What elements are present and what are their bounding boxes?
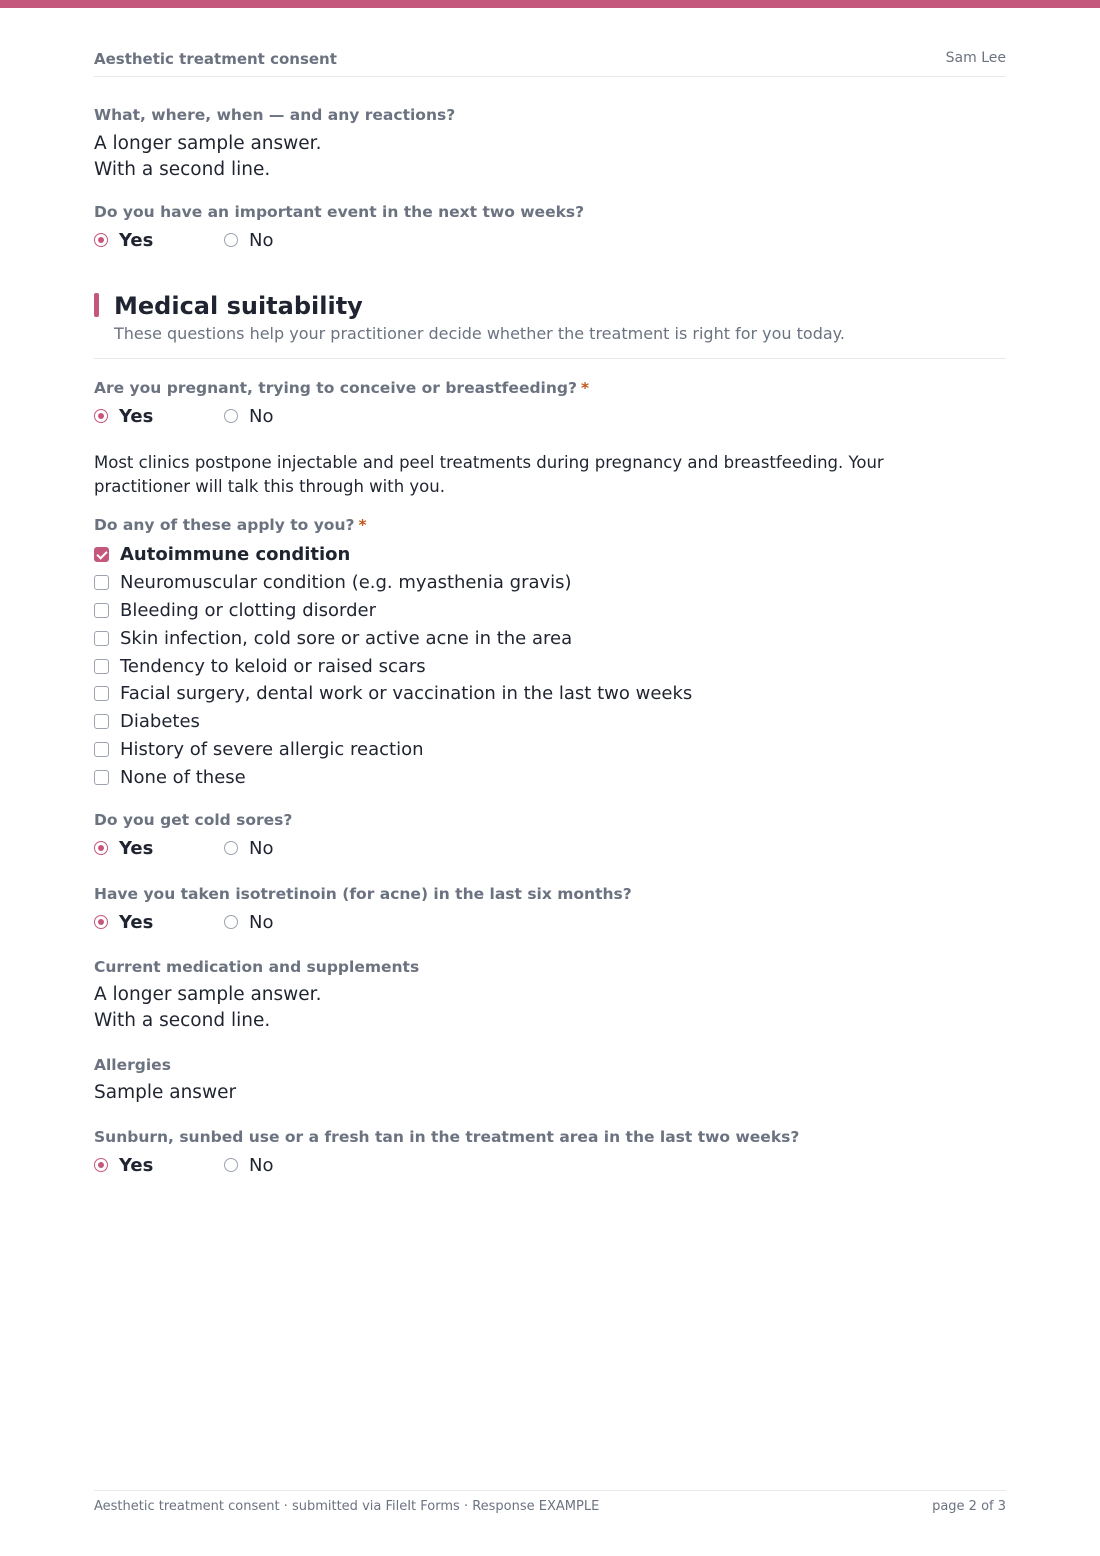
- radio-label: No: [249, 405, 274, 427]
- answer-text: [94, 982, 1006, 1034]
- radio-empty-icon: [224, 1158, 238, 1172]
- question-label: Sunburn, sunbed use or a fresh tan in the treatment area in the last two weeks?: [94, 1128, 800, 1146]
- question-label: What, where, when — and any reactions?: [94, 106, 456, 124]
- radio-selected-icon: [94, 409, 108, 423]
- question-conditions: [94, 515, 1006, 791]
- radio-selected-icon: [94, 915, 108, 929]
- answer-line: A longer sample answer.: [94, 133, 322, 154]
- question-medication: [94, 957, 1006, 1034]
- checkbox-label: Bleeding or clotting disorder: [120, 599, 376, 621]
- answer-text: [94, 131, 1006, 183]
- radio-label: Yes: [119, 837, 154, 859]
- required-marker: *: [358, 516, 367, 534]
- form-title: Aesthetic treatment consent: [94, 50, 337, 68]
- checkbox-empty-icon: [94, 714, 109, 729]
- radio-label: Yes: [119, 1154, 154, 1176]
- respondent-name: Sam Lee: [945, 50, 1006, 66]
- radio-label: No: [249, 229, 274, 251]
- question-label: Current medication and supplements: [94, 958, 420, 976]
- question-reactions: [94, 105, 1006, 183]
- answer-text: Sample answer: [94, 1082, 237, 1103]
- answer-line: With a second line.: [94, 159, 271, 180]
- section-medical-suitability: [94, 290, 1006, 359]
- footer-info: Aesthetic treatment consent · submitted via FileIt Forms · Response EXAMPLE: [94, 1499, 600, 1514]
- checkbox-option[interactable]: [94, 680, 1006, 708]
- radio-empty-icon: [224, 841, 238, 855]
- checkbox-label: Facial surgery, dental work or vaccination in the last two weeks: [120, 683, 693, 705]
- radio-group: [94, 228, 1006, 252]
- answer-line: With a second line.: [94, 1010, 271, 1031]
- checkbox-checked-icon: [94, 547, 109, 562]
- question-label: [94, 378, 1006, 398]
- question-allergies: [94, 1055, 1006, 1106]
- radio-empty-icon: [224, 233, 238, 247]
- question-sunburn: [94, 1127, 1006, 1177]
- checkbox-label: Diabetes: [120, 711, 200, 733]
- checkbox-group: [94, 541, 1006, 791]
- radio-yes[interactable]: [94, 404, 153, 428]
- page-number: page 2 of 3: [932, 1499, 1006, 1514]
- question-label: Do you have an important event in the next two weeks?: [94, 203, 585, 221]
- accent-top-bar: [0, 0, 1100, 8]
- radio-selected-icon: [94, 233, 108, 247]
- question-label: Have you taken isotretinoin (for acne) in the last six months?: [94, 885, 632, 903]
- section-title: Medical suitability: [114, 292, 363, 320]
- radio-group: [94, 1153, 1006, 1177]
- question-pregnant: [94, 378, 1006, 428]
- checkbox-option[interactable]: [94, 569, 1006, 597]
- page-header: [94, 48, 1006, 77]
- checkbox-label: Skin infection, cold sore or active acne in the area: [120, 627, 573, 649]
- checkbox-label: Tendency to keloid or raised scars: [120, 655, 426, 677]
- radio-no[interactable]: [224, 228, 273, 252]
- radio-group: [94, 910, 1006, 934]
- radio-group: [94, 836, 1006, 860]
- checkbox-option[interactable]: [94, 652, 1006, 680]
- radio-label: No: [249, 911, 274, 933]
- question-label-text: Are you pregnant, trying to conceive or breastfeeding?: [94, 379, 577, 397]
- checkbox-empty-icon: [94, 659, 109, 674]
- checkbox-option[interactable]: [94, 708, 1006, 736]
- checkbox-label: None of these: [120, 766, 246, 788]
- checkbox-label: Autoimmune condition: [120, 544, 351, 566]
- checkbox-empty-icon: [94, 770, 109, 785]
- radio-label: Yes: [119, 229, 154, 251]
- section-accent-bar: [94, 293, 99, 317]
- question-event: [94, 202, 1006, 252]
- radio-label: Yes: [119, 911, 154, 933]
- question-isotretinoin: [94, 884, 1006, 934]
- pregnancy-note: Most clinics postpone injectable and peel treatments during pregnancy and breastfeeding. Your practitioner will talk this through with you.: [94, 453, 884, 496]
- radio-yes[interactable]: [94, 910, 153, 934]
- radio-yes[interactable]: [94, 228, 153, 252]
- checkbox-label: History of severe allergic reaction: [120, 738, 424, 760]
- checkbox-empty-icon: [94, 575, 109, 590]
- checkbox-option[interactable]: [94, 736, 1006, 764]
- radio-selected-icon: [94, 841, 108, 855]
- radio-no[interactable]: [224, 836, 273, 860]
- question-label: Allergies: [94, 1056, 171, 1074]
- checkbox-option[interactable]: [94, 763, 1006, 791]
- checkbox-empty-icon: [94, 742, 109, 757]
- question-label: Do you get cold sores?: [94, 811, 293, 829]
- radio-empty-icon: [224, 915, 238, 929]
- checkbox-label: Neuromuscular condition (e.g. myasthenia gravis): [120, 572, 572, 594]
- page-footer: [94, 1490, 1006, 1521]
- question-cold-sores: [94, 810, 1006, 860]
- radio-yes[interactable]: [94, 836, 153, 860]
- required-marker: *: [580, 379, 590, 397]
- checkbox-empty-icon: [94, 631, 109, 646]
- checkbox-option[interactable]: [94, 541, 1006, 569]
- radio-no[interactable]: [224, 910, 273, 934]
- radio-group: [94, 404, 1006, 428]
- answer-line: A longer sample answer.: [94, 984, 322, 1005]
- checkbox-empty-icon: [94, 603, 109, 618]
- question-label: [94, 515, 1006, 535]
- radio-selected-icon: [94, 1158, 108, 1172]
- radio-no[interactable]: [224, 1153, 273, 1177]
- radio-label: No: [249, 837, 274, 859]
- question-label-text: Do any of these apply to you?: [94, 516, 355, 534]
- checkbox-option[interactable]: [94, 624, 1006, 652]
- radio-yes[interactable]: [94, 1153, 153, 1177]
- radio-label: No: [249, 1154, 274, 1176]
- checkbox-empty-icon: [94, 686, 109, 701]
- radio-no[interactable]: [224, 404, 273, 428]
- radio-empty-icon: [224, 409, 238, 423]
- checkbox-option[interactable]: [94, 597, 1006, 625]
- section-subtitle: These questions help your practitioner decide whether the treatment is right for you today.: [114, 324, 845, 343]
- radio-label: Yes: [119, 405, 154, 427]
